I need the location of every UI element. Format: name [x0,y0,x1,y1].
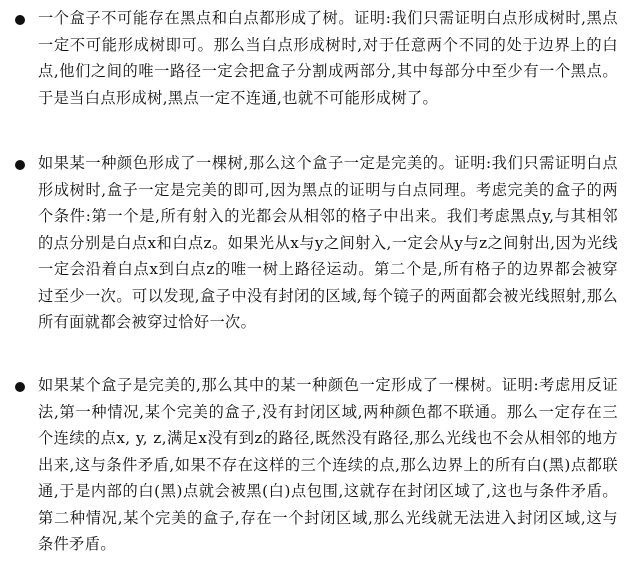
bullet-icon [15,382,25,392]
bullet-icon [15,15,25,25]
list-item-text: 如果某个盒子是完美的,那么其中的某一种颜色一定形成了一棵树。证明:考虑用反证法,第一种情况,某个完美的盒子,没有封闭区域,两种颜色都不联通。那么一定存在三个连续的点x, y, z,满足x没有到z的路径,既然没有路径,那么光线也不会从相邻的地方出来,这与条件矛盾,如果不存在这样的三个连续的点,那么边界上的所有白(黑)点都联通,于是内部的白(黑)点就会被黑(白)点包围,这就存在封闭区域了,这也与条件矛盾。第二种情况,某个完美的盒子,存在一个封闭区域,那么光线就无法进入封闭区域,这与条件矛盾。 [38,376,618,553]
bullet-icon [15,160,25,170]
list-item-text: 一个盒子不可能存在黑点和白点都形成了树。证明:我们只需证明白点形成树时,黑点一定不可能形成树即可。那么当白点形成树时,对于任意两个不同的处于边界上的白点,他们之间的唯一路径一定会把盒子分割成两部分,其中每部分中至少有一个黑点。于是当白点形成树,黑点一定不连通,也就不可能形成树了。 [38,9,618,107]
list-item-text: 如果某一种颜色形成了一棵树,那么这个盒子一定是完美的。证明:我们只需证明白点形成树时,盒子一定是完美的即可,因为黑点的证明与白点同理。考虑完美的盒子的两个条件:第一个是,所有射入的光都会从相邻的格子中出来。我们考虑黑点y,与其相邻的点分别是白点x和白点z。如果光从x与y之间射入,一定会从y与z之间射出,因为光线一定会沿着白点x到白点z的唯一树上路径运动。第二个是,所有格子的边界都会被穿过至少一次。可以发现,盒子中没有封闭的区域,每个镜子的两面都会被光线照射,那么所有面就都会被穿过恰好一次。 [38,154,618,331]
